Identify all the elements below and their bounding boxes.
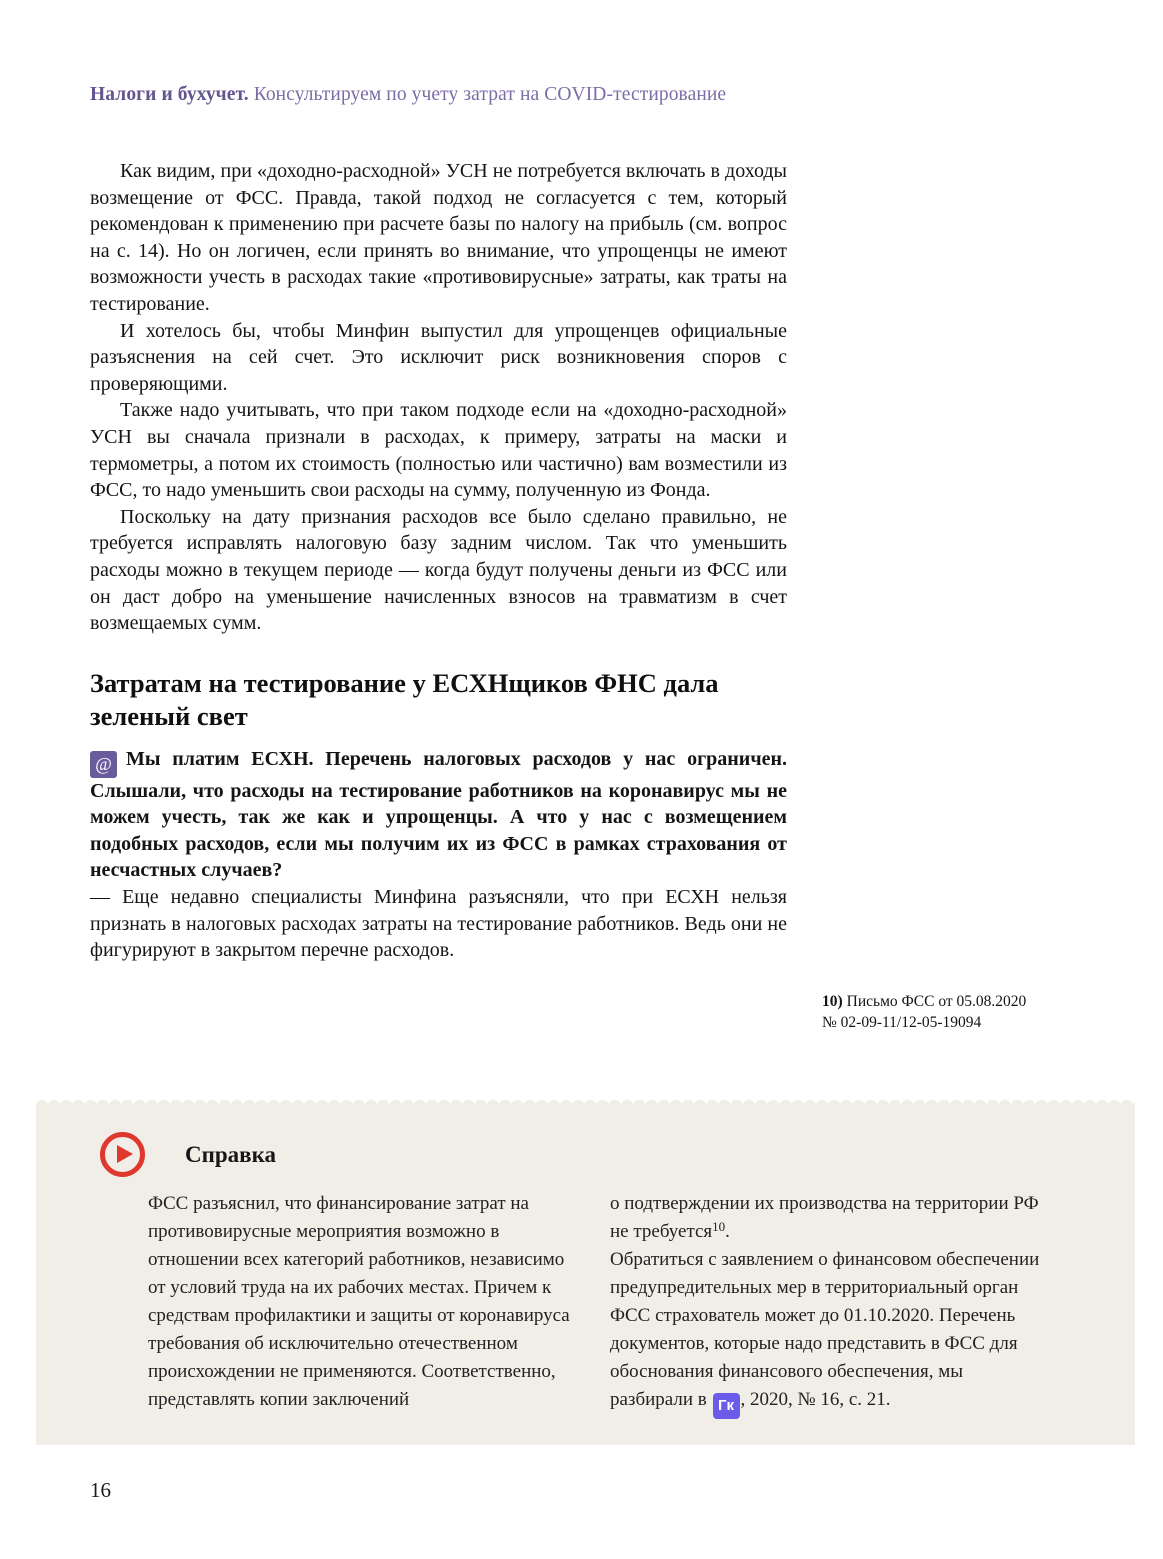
reference-right-paragraph: [610, 1190, 1042, 1246]
section-heading: Затратам на тестирование у ЕСХНщиков ФНС дала зеленый свет: [90, 667, 719, 731]
body-paragraph: Как видим, при «доходно-расходной» УСН не потребуется включать в доходы возмещение от ФСС. Правда, такой подход не согласуется с тем, который рекомендован к применению при расчете базы по налогу на прибыль (см. вопрос на с. 14). Но он логичен, если принять во внимание, что упрощенцы не имеют возможности учесть в расходах такие «противовирусные» затраты, как траты на тестирование.: [90, 160, 787, 315]
reference-right-text: , 2020, № 16, с. 21.: [740, 1389, 891, 1410]
reference-left-column: [148, 1190, 580, 1419]
footnote-text: № 02-09-11/12-05-19094: [822, 1014, 982, 1031]
body-paragraph: Поскольку на дату признания расходов все было сделано правильно, не требуется исправлять налоговую базу задним числом. Так что уменьшить расходы можно в текущем периоде — когда будут получены деньги из ФСС или он даст добро на уменьшение начисленных взносов на травматизм в счет возмещаемых сумм.: [90, 505, 787, 635]
reference-right-column: [610, 1190, 1042, 1419]
question-text: Мы платим ЕСХН. Перечень налоговых расходов у нас ограничен. Слышали, что расходы на тестирование работников на коронавирус мы не можем учесть, так же как и упрощенцы. А что у нас с возмещением подобных расходов, если мы получим их из ФСС в рамках страхования от несчастных случаев?: [90, 747, 787, 882]
reference-left-text: ФСС разъяснил, что финансирование затрат на противовирусные мероприятия возможно в отношении всех категорий работников, независимо от условий труда на их рабочих местах. Причем к средствам профилактики и защиты от коронавируса требования об исключительно отечественном происхождении не применяются. Соответственно, представлять копии заключений: [148, 1193, 570, 1410]
footnote-ref-superscript: 10: [712, 1219, 726, 1234]
question-paragraph: [90, 746, 787, 884]
reference-right-text: о подтверждении их производства на территории РФ не требуется: [610, 1193, 1039, 1242]
at-sign-icon: @: [90, 751, 117, 778]
reference-box-title: Справка: [185, 1141, 276, 1167]
reference-right-paragraph: [610, 1246, 1042, 1419]
reference-right-text: Обратиться с заявлением о финансовом обеспечении предупредительных мер в территориальный орган ФСС страхователь может до 01.10.2020. Перечень документов, которые надо представить в ФСС для обоснования финансового обеспечения, мы разбирали в: [610, 1249, 1040, 1410]
article-topic: Консультируем по учету затрат на COVID-тестирование: [248, 84, 727, 105]
running-head: [90, 84, 726, 106]
reference-right-text: .: [725, 1221, 730, 1242]
rubric-label: Налоги и бухучет.: [90, 84, 249, 105]
footnote-line: [822, 1012, 1102, 1033]
gk-magazine-icon: Гк: [713, 1393, 740, 1419]
footnote-text: Письмо ФСС от 05.08.2020: [846, 993, 1027, 1010]
reference-box-header: [100, 1132, 276, 1177]
answer-paragraph: — Еще недавно специалисты Минфина разъясняли, что при ЕСХН нельзя признать в налоговых расходах затраты на тестирование работников. Ведь они не фигурируют в закрытом перечне расходов.: [90, 886, 787, 962]
reference-box: [36, 1106, 1135, 1445]
play-icon: [100, 1132, 145, 1177]
footnote-line: [822, 991, 1102, 1012]
footnote-marker: 10): [822, 993, 843, 1010]
body-paragraph: Также надо учитывать, что при таком подходе если на «доходно-расходной» УСН вы сначала признали в расходах, к примеру, затраты на маски и термометры, а потом их стоимость (полностью или частично) вам возместили из ФСС, то надо уменьшить свои расходы на сумму, полученную из Фонда.: [90, 399, 787, 502]
reference-box-columns: [148, 1190, 1042, 1419]
margin-footnote: [822, 991, 1102, 1033]
page-number: 16: [90, 1478, 111, 1502]
article-body: [90, 158, 787, 964]
body-paragraph: И хотелось бы, чтобы Минфин выпустил для упрощенцев официальные разъяснения на сей счет. Это исключит риск возникновения споров с проверяющими.: [90, 319, 787, 395]
